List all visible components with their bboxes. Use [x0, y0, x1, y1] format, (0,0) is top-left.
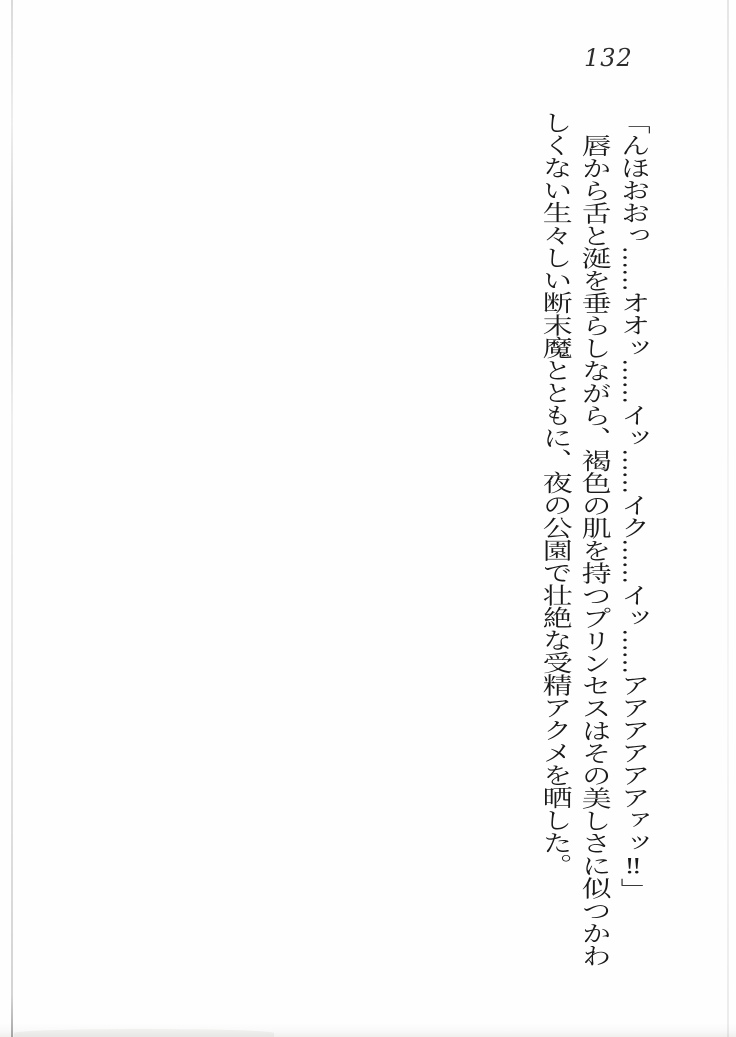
- page-gutter-shadow: [11, 0, 13, 1037]
- narration-paragraph: 唇から舌と涎を垂らしながら、褐色の肌を持つプリンセスはその美しさに似つかわしくない生々しい断末魔とともに、夜の公園で壮絶な受精アクメを晒した。: [538, 111, 611, 967]
- dialogue-line: 「んほおおっ……オオッ……イッ……イク……イッ……アアアアアアァッ‼」: [616, 111, 650, 901]
- bottom-left-scan-smudge: [14, 1029, 274, 1037]
- page-number: 132: [584, 44, 633, 72]
- right-edge-shadow: [727, 0, 729, 1037]
- vertical-text-block: [535, 111, 652, 967]
